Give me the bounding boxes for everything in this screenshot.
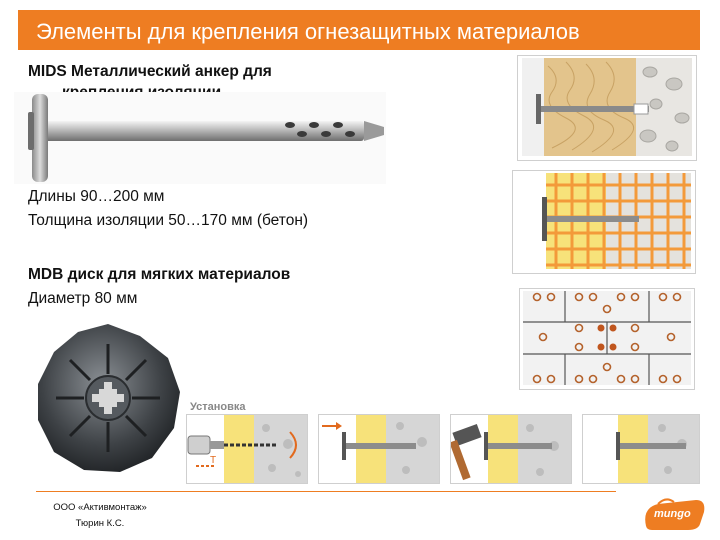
mungo-logo bbox=[638, 496, 708, 532]
slide-title: Элементы для крепления огнезащитных материалов bbox=[36, 19, 580, 44]
mids-heading-line1: MIDS Металлический анкер для bbox=[28, 63, 272, 80]
mungo-logo-text: mungo bbox=[654, 508, 691, 520]
install-step-finished-frame bbox=[582, 414, 700, 484]
mdb-heading: MDB диск для мягких материалов bbox=[28, 266, 291, 283]
mids-length: Длины 90…200 мм bbox=[28, 188, 165, 205]
footer-company: ООО «Активмонтаж» bbox=[53, 502, 147, 513]
mdb-disc-photo bbox=[28, 318, 188, 478]
svg-text:T: T bbox=[210, 455, 217, 466]
install-step-drill-frame bbox=[186, 414, 308, 484]
footer-author: Тюрин К.С. bbox=[75, 518, 125, 529]
install-step-insert-frame bbox=[318, 414, 440, 484]
mdb-diameter: Диаметр 80 мм bbox=[28, 290, 138, 307]
diagram-concrete-wall bbox=[522, 58, 692, 156]
mids-anchor-photo bbox=[14, 92, 386, 184]
mids-thickness: Толщина изоляции 50…170 мм (бетон) bbox=[28, 212, 309, 229]
footer-divider bbox=[36, 491, 616, 492]
diagram-anchor-layout bbox=[523, 291, 691, 385]
install-step-hammer-frame bbox=[450, 414, 572, 484]
footer-company-block bbox=[40, 500, 160, 532]
install-label: Установка bbox=[190, 401, 246, 413]
diagram-mesh-wall bbox=[516, 173, 691, 269]
